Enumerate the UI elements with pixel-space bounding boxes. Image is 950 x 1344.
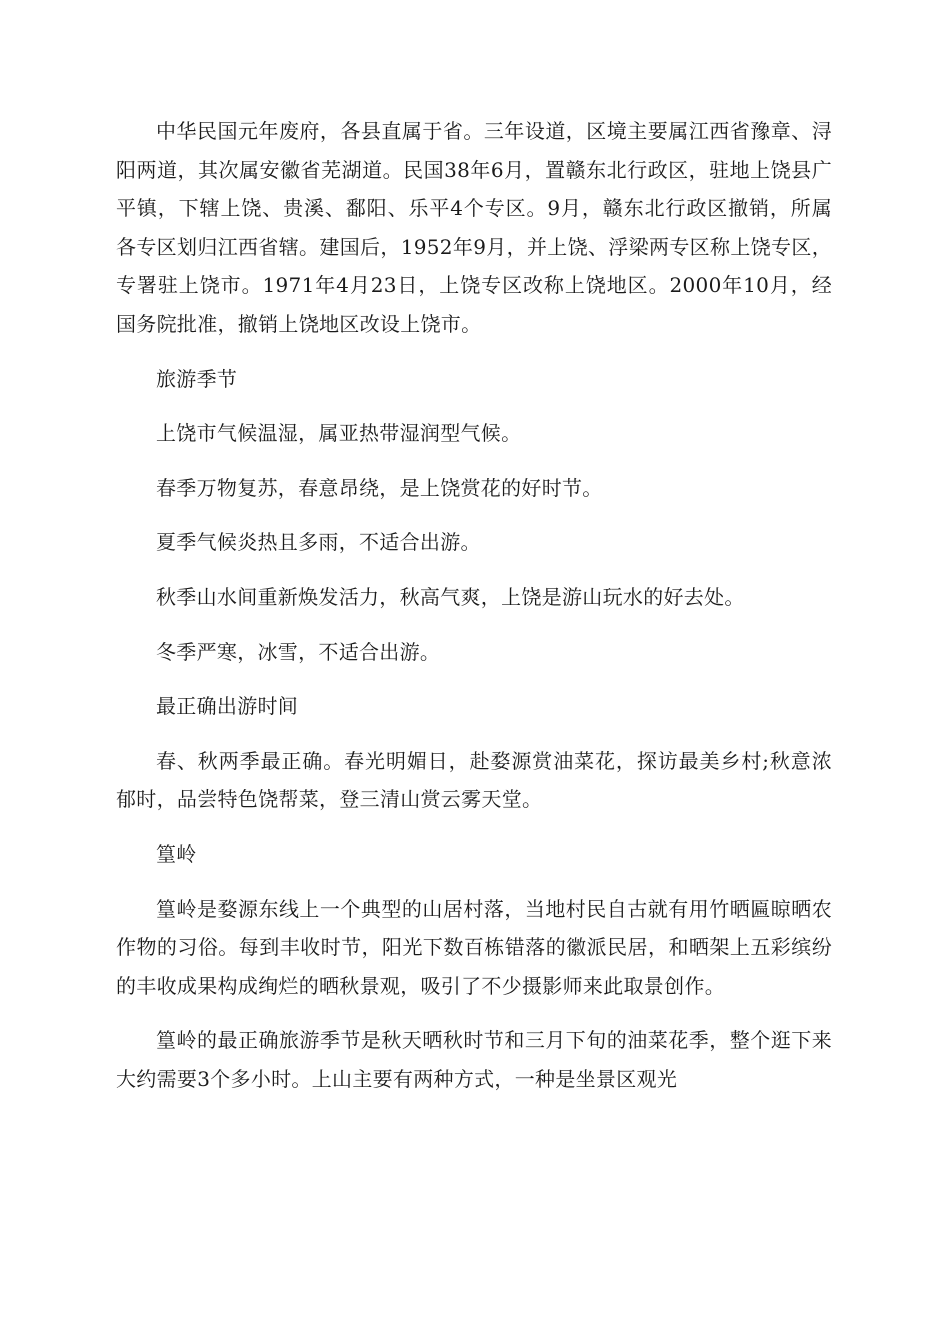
paragraph-gap (116, 398, 832, 414)
heading-best-time: 最正确出游时间 (156, 694, 299, 719)
paragraph-gap (116, 819, 832, 835)
heading-travel-season: 旅游季节 (156, 366, 238, 391)
paragraph-huangling-season: 篁岭的最正确旅游季节是秋天晒秋时节和三月下旬的油菜花季，整个逛下来大约需要3个多小时。上山主要有两种方式，一种是坐景区观光 (116, 1028, 832, 1091)
paragraph-gap (116, 453, 832, 469)
heading-huangling: 篁岭 (156, 841, 197, 866)
paragraph-summer: 夏季气候炎热且多雨，不适合出游。 (156, 530, 481, 555)
paragraph-autumn: 秋季山水间重新焕发活力，秋高气爽，上饶是游山玩水的好去处。 (156, 584, 745, 609)
paragraph-huangling-intro: 篁岭是婺源东线上一个典型的山居村落，当地村民自古就有用竹晒匾晾晒农作物的习俗。每到丰收时节，阳光下数百栋错落的徽派民居，和晒架上五彩缤纷的丰收成果构成绚烂的晒秋景观，吸引了不少摄影师来此取景创作。 (116, 896, 832, 998)
paragraph-gap (116, 874, 832, 890)
paragraph-gap (116, 617, 832, 633)
paragraph-spring: 春季万物复苏，春意昂绕，是上饶赏花的好时节。 (156, 475, 603, 500)
paragraph-best-time: 春、秋两季最正确。春光明媚日，赴婺源赏油菜花，探访最美乡村;秋意浓郁时，品尝特色饶帮菜，登三清山赏云雾天堂。 (116, 748, 832, 812)
paragraph-winter: 冬季严寒，冰雪，不适合出游。 (156, 639, 441, 664)
paragraph-climate: 上饶市气候温湿，属亚热带湿润型气候。 (156, 421, 522, 446)
paragraph-gap (116, 344, 832, 360)
paragraph-history: 中华民国元年废府，各县直属于省。三年设道，区境主要属江西省豫章、浔阳两道，其次属安徽省芜湖道。民国38年6月，置赣东北行政区，驻地上饶县广平镇，下辖上饶、贵溪、鄱阳、乐平4个专区。9月，赣东北行政区撤销，所属各专区划归江西省辖。建国后，1952年9月，并上饶、浮梁两专区称上饶专区，专署驻上饶市。1971年4月23日，上饶专区改称上饶地区。2000年10月，经国务院批准，撤销上饶地区改设上饶市。 (116, 119, 832, 336)
document-body (116, 112, 832, 1098)
paragraph-gap (116, 562, 832, 578)
paragraph-gap (116, 507, 832, 523)
paragraph-gap (116, 1005, 832, 1021)
paragraph-gap (116, 726, 832, 742)
paragraph-gap (116, 671, 832, 687)
